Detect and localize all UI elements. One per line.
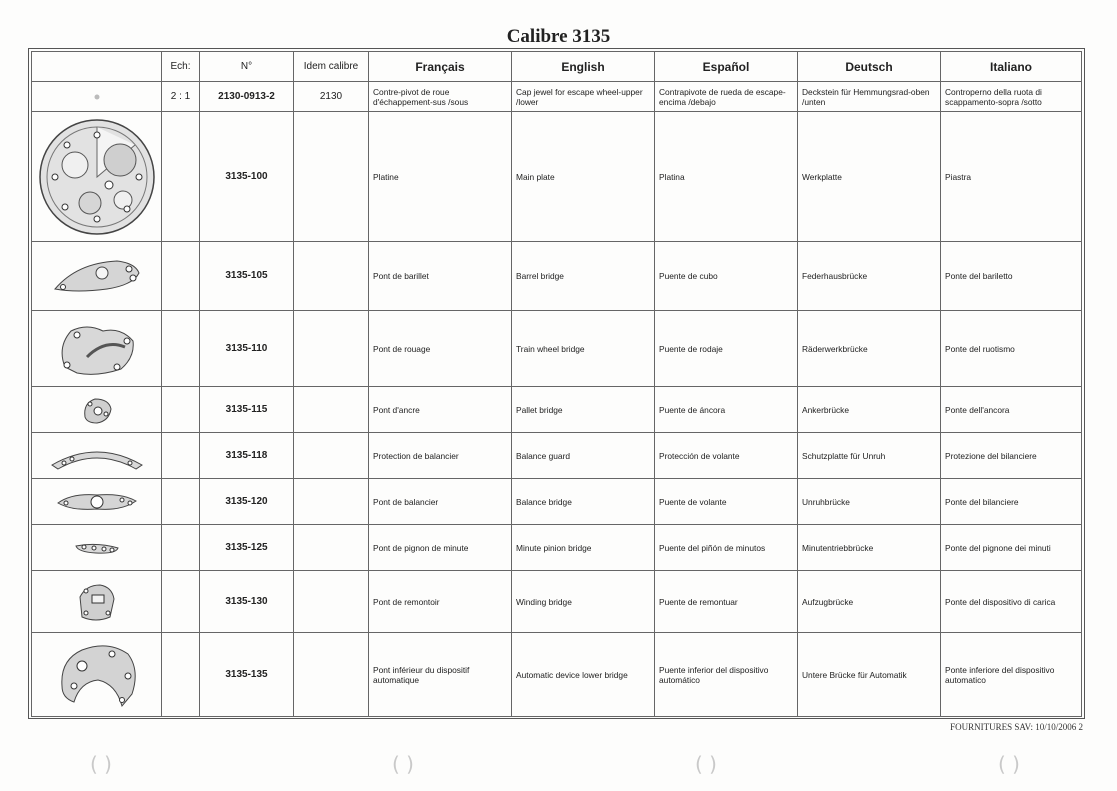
cell-idem — [294, 112, 369, 242]
cell-part-number: 3135-135 — [200, 633, 294, 717]
cell-ech — [162, 525, 200, 571]
cell-it: Ponte del bariletto — [941, 242, 1082, 311]
cell-fr: Protection de balancier — [369, 433, 512, 479]
part-image-pallet-bridge — [32, 387, 162, 433]
cell-ech — [162, 387, 200, 433]
cap-jewel-icon — [92, 92, 102, 102]
cell-fr: Pont inférieur du dispositif automatique — [369, 633, 512, 717]
cell-it: Ponte del ruotismo — [941, 311, 1082, 387]
cell-it: Controperno della ruota di scappamento-sopra /sotto — [941, 82, 1082, 112]
cell-de: Unruhbrücke — [798, 479, 941, 525]
table-row — [32, 433, 1082, 479]
cell-fr: Contre-pivot de roue d'échappement-sus /sous — [369, 82, 512, 112]
parts-table-frame — [28, 48, 1085, 719]
binder-hole-mark: ( ) — [695, 752, 717, 776]
part-image-minute-pinion-bridge — [32, 525, 162, 571]
part-image-automatic-lower-bridge — [32, 633, 162, 717]
cell-fr: Pont de barillet — [369, 242, 512, 311]
col-es: Español — [655, 52, 798, 82]
cell-part-number: 3135-115 — [200, 387, 294, 433]
cell-es: Protección de volante — [655, 433, 798, 479]
cell-ech: 2 : 1 — [162, 82, 200, 112]
cell-idem — [294, 633, 369, 717]
minute-pinion-bridge-icon — [72, 538, 122, 558]
header-row — [32, 52, 1082, 82]
cell-es: Contrapivote de rueda de escape-encima /debajo — [655, 82, 798, 112]
cell-ech — [162, 112, 200, 242]
part-image-barrel-bridge — [32, 242, 162, 311]
part-image-winding-bridge — [32, 571, 162, 633]
cell-fr: Pont de pignon de minute — [369, 525, 512, 571]
table-row — [32, 525, 1082, 571]
cell-es: Puente de rodaje — [655, 311, 798, 387]
cell-idem — [294, 242, 369, 311]
cell-idem — [294, 525, 369, 571]
cell-es: Puente de remontuar — [655, 571, 798, 633]
cell-it: Ponte del bilanciere — [941, 479, 1082, 525]
winding-bridge-icon — [72, 577, 122, 627]
cell-part-number: 3135-105 — [200, 242, 294, 311]
table-row — [32, 82, 1082, 112]
balance-guard-icon — [42, 439, 152, 473]
part-image-balance-bridge — [32, 479, 162, 525]
cell-en: Minute pinion bridge — [512, 525, 655, 571]
cell-de: Untere Brücke für Automatik — [798, 633, 941, 717]
cell-fr: Pont de remontoir — [369, 571, 512, 633]
cell-it: Piastra — [941, 112, 1082, 242]
cell-part-number: 3135-100 — [200, 112, 294, 242]
part-image-main-plate — [32, 112, 162, 242]
parts-table — [31, 51, 1082, 717]
cell-fr: Pont de balancier — [369, 479, 512, 525]
cell-idem — [294, 311, 369, 387]
col-no: N° — [200, 52, 294, 82]
table-row — [32, 479, 1082, 525]
cell-ech — [162, 479, 200, 525]
cell-idem — [294, 571, 369, 633]
cell-en: Train wheel bridge — [512, 311, 655, 387]
cell-en: Balance bridge — [512, 479, 655, 525]
part-image-cap-jewel — [32, 82, 162, 112]
part-image-train-wheel-bridge — [32, 311, 162, 387]
cell-es: Puente de cubo — [655, 242, 798, 311]
cell-en: Winding bridge — [512, 571, 655, 633]
cell-idem — [294, 433, 369, 479]
cell-ech — [162, 633, 200, 717]
part-image-balance-guard — [32, 433, 162, 479]
cell-part-number: 3135-130 — [200, 571, 294, 633]
cell-de: Räderwerkbrücke — [798, 311, 941, 387]
cell-part-number: 3135-110 — [200, 311, 294, 387]
col-image — [32, 52, 162, 82]
cell-it: Ponte del pignone dei minuti — [941, 525, 1082, 571]
table-row — [32, 633, 1082, 717]
cell-it: Ponte dell'ancora — [941, 387, 1082, 433]
footer-note: FOURNITURES SAV: 10/10/2006 2 — [950, 722, 1083, 732]
cell-fr: Pont de rouage — [369, 311, 512, 387]
cell-de: Deckstein für Hemmungsrad-oben /unten — [798, 82, 941, 112]
cell-fr: Platine — [369, 112, 512, 242]
cell-en: Pallet bridge — [512, 387, 655, 433]
automatic-lower-bridge-icon — [52, 636, 142, 714]
cell-es: Puente de áncora — [655, 387, 798, 433]
table-row — [32, 311, 1082, 387]
page-title: Calibre 3135 — [506, 26, 611, 47]
col-ech: Ech: — [162, 52, 200, 82]
cell-en: Cap jewel for escape wheel-upper /lower — [512, 82, 655, 112]
cell-de: Aufzugbrücke — [798, 571, 941, 633]
cell-part-number: 2130-0913-2 — [200, 82, 294, 112]
col-it: Italiano — [941, 52, 1082, 82]
balance-bridge-icon — [52, 489, 142, 515]
cell-de: Federhausbrücke — [798, 242, 941, 311]
cell-es: Puente de volante — [655, 479, 798, 525]
cell-it: Ponte inferiore del dispositivo automatico — [941, 633, 1082, 717]
table-row — [32, 242, 1082, 311]
col-en: English — [512, 52, 655, 82]
cell-ech — [162, 311, 200, 387]
binder-hole-mark: ( ) — [392, 752, 414, 776]
cell-de: Schutzplatte für Unruh — [798, 433, 941, 479]
cell-en: Barrel bridge — [512, 242, 655, 311]
cell-idem — [294, 479, 369, 525]
cell-en: Balance guard — [512, 433, 655, 479]
cell-ech — [162, 242, 200, 311]
cell-de: Ankerbrücke — [798, 387, 941, 433]
cell-fr: Pont d'ancre — [369, 387, 512, 433]
table-row — [32, 571, 1082, 633]
cell-it: Ponte del dispositivo di carica — [941, 571, 1082, 633]
barrel-bridge-icon — [47, 251, 147, 301]
cell-es: Puente del piñón de minutos — [655, 525, 798, 571]
cell-part-number: 3135-120 — [200, 479, 294, 525]
cell-it: Protezione del bilanciere — [941, 433, 1082, 479]
cell-en: Automatic device lower bridge — [512, 633, 655, 717]
cell-en: Main plate — [512, 112, 655, 242]
col-de: Deutsch — [798, 52, 941, 82]
cell-part-number: 3135-125 — [200, 525, 294, 571]
col-fr: Français — [369, 52, 512, 82]
col-idem: Idem calibre — [294, 52, 369, 82]
pallet-bridge-icon — [77, 393, 117, 427]
cell-es: Puente inferior del dispositivo automático — [655, 633, 798, 717]
binder-hole-mark: ( ) — [90, 752, 112, 776]
cell-idem — [294, 387, 369, 433]
cell-ech — [162, 433, 200, 479]
table-row — [32, 387, 1082, 433]
cell-de: Minutentriebbrücke — [798, 525, 941, 571]
cell-de: Werkplatte — [798, 112, 941, 242]
main-plate-icon — [35, 115, 159, 239]
cell-es: Platina — [655, 112, 798, 242]
train-wheel-bridge-icon — [47, 317, 147, 381]
cell-part-number: 3135-118 — [200, 433, 294, 479]
cell-idem: 2130 — [294, 82, 369, 112]
binder-hole-mark: ( ) — [998, 752, 1020, 776]
cell-ech — [162, 571, 200, 633]
table-row — [32, 112, 1082, 242]
